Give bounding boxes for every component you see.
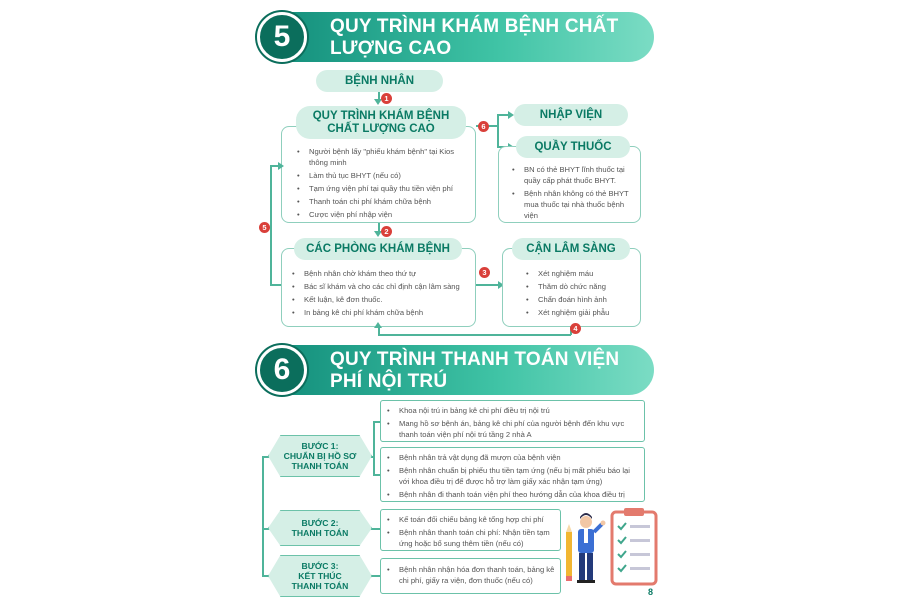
section5-number: 5 [257, 12, 307, 62]
list-item: • Tạm ứng viện phí tại quầy thu tiền viện phí [297, 183, 473, 194]
list-item: • Xét nghiệm máu [526, 268, 636, 279]
step2-line1: BƯỚC 2: [301, 518, 339, 528]
step1-label [268, 435, 372, 477]
accountant-illustration [562, 506, 660, 592]
list-item: • Bệnh nhân không có thẻ BHYT mua thuốc tại nhà thuốc bệnh viện [512, 188, 636, 221]
list-item: • Mang hồ sơ bệnh án, bảng kê chi phí của người bệnh đến khu vực thanh toán viện phí nội trú tầng 2 nhà A [387, 418, 640, 440]
step1-line2: CHUẨN BỊ HỒ SƠ [283, 451, 357, 461]
process-title-line2: CHẤT LƯỢNG CAO [327, 122, 435, 135]
step3-label [268, 555, 372, 597]
step2-label [268, 510, 372, 546]
step3-box [380, 558, 561, 594]
section6-title [330, 349, 650, 393]
step1-line3: THANH TOÁN [291, 461, 349, 471]
marker-2: 2 [381, 226, 392, 237]
step3-line3: THANH TOÁN [291, 581, 349, 591]
page-number: 8 [648, 587, 654, 597]
list-item: • Bệnh nhân đi thanh toán viện phí theo hướng dẫn của khoa điều trị [387, 489, 640, 500]
list-item: • Kết luận, kê đơn thuốc. [292, 294, 476, 305]
list-item: • Xét nghiệm giải phẫu [526, 307, 636, 318]
list-item: • Chẩn đoán hình ảnh [526, 294, 636, 305]
list-item: • Bệnh nhân nhận hóa đơn thanh toán, bảng kê chi phí, giấy ra viện, đơn thuốc (nếu có) [387, 564, 557, 586]
process-list [297, 146, 473, 222]
list-item: • Bác sĩ khám và cho các chỉ định cận lâm sàng [292, 281, 476, 292]
step3-line2: KẾT THÚC [298, 571, 342, 581]
step1-box-b [380, 447, 645, 502]
step2-line2: THANH TOÁN [291, 528, 349, 538]
paraclinical-list [526, 268, 636, 320]
list-item: • Thăm dò chức năng [526, 281, 636, 292]
marker-1: 1 [381, 93, 392, 104]
list-item: • Bệnh nhân chuẩn bị phiếu thu tiền tạm ứng (nếu bị mất phiếu báo lại với khoa điều trị để được hỗ trợ làm giấy xác nhận tạm ứng) [387, 465, 640, 487]
step1-box-a [380, 400, 645, 442]
section5-title-line1: QUY TRÌNH KHÁM BỆNH CHẤT [330, 16, 619, 37]
step1-line1: BƯỚC 1: [301, 441, 339, 451]
paraclinical-pill: CẬN LÂM SÀNG [512, 238, 630, 260]
marker-3: 3 [479, 267, 490, 278]
process-title-line1: QUY TRÌNH KHÁM BỆNH [312, 109, 450, 122]
list-item: • Thanh toán chi phí khám chữa bệnh [297, 196, 473, 207]
list-item: • Bệnh nhân thanh toán chi phí: Nhận tiền tạm ứng hoặc bổ sung thêm tiền (nếu có) [387, 527, 557, 549]
clinics-pill: CÁC PHÒNG KHÁM BỆNH [294, 238, 462, 260]
marker-5: 5 [259, 222, 270, 233]
marker-4: 4 [570, 323, 581, 334]
step3-line1: BƯỚC 3: [301, 561, 339, 571]
patient-pill: BỆNH NHÂN [316, 70, 443, 92]
section6-title-line2: PHÍ NỘI TRÚ [330, 371, 448, 392]
clinics-list [292, 268, 476, 320]
marker-6: 6 [478, 121, 489, 132]
list-item: • Kế toán đối chiếu bảng kê tổng hợp chi phí [387, 514, 557, 525]
list-item: • Bệnh nhân chờ khám theo thứ tự [292, 268, 476, 279]
list-item: • Làm thủ tục BHYT (nếu có) [297, 170, 473, 181]
section6-title-line1: QUY TRÌNH THANH TOÁN VIỆN [330, 349, 620, 370]
section6-number: 6 [257, 345, 307, 395]
list-item: • BN có thẻ BHYT lĩnh thuốc tại quầy cấp phát thuốc BHYT. [512, 164, 636, 186]
admission-pill: NHẬP VIỆN [514, 104, 628, 126]
section5-title-line2: LƯỢNG CAO [330, 38, 452, 59]
process-title [296, 106, 466, 139]
list-item: • Bệnh nhân trả vật dụng đã mượn của bệnh viện [387, 452, 640, 463]
list-item: • Khoa nội trú in bảng kê chi phí điều trị nội trú [387, 405, 640, 416]
step2-box [380, 509, 561, 551]
list-item: • Người bệnh lấy "phiếu khám bệnh" tại Kios thông minh [297, 146, 473, 168]
list-item: • Cược viện phí nhập viện [297, 209, 473, 220]
list-item: • In bảng kê chi phí khám chữa bệnh [292, 307, 476, 318]
pharmacy-pill: QUẦY THUỐC [516, 136, 630, 158]
section5-title [330, 16, 650, 60]
pharmacy-list [512, 164, 636, 223]
